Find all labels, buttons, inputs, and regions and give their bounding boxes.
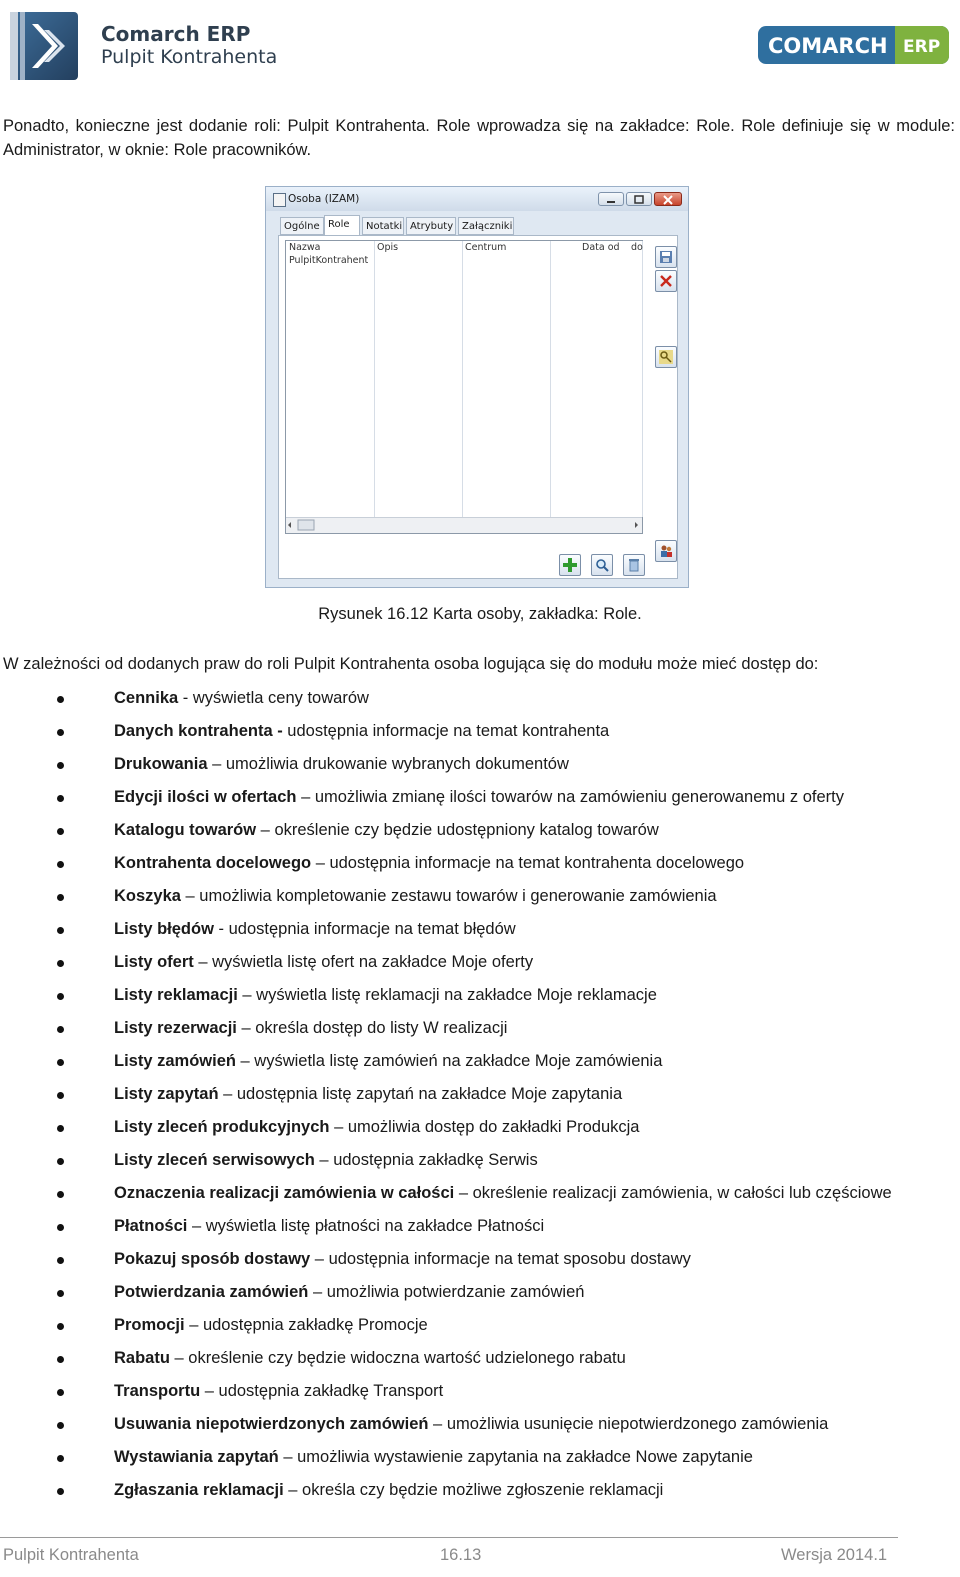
lead-paragraph: W zależności od dodanych praw do roli Pulpit Kontrahenta osoba logująca się do modułu może mieć dostęp do: bbox=[3, 655, 819, 673]
save-button[interactable] bbox=[655, 246, 677, 268]
permission-desc: – umożliwia drukowanie wybranych dokumentów bbox=[207, 755, 569, 773]
bullet-icon bbox=[57, 1191, 64, 1198]
permission-term: Listy rezerwacji bbox=[114, 1019, 237, 1037]
permission-desc: – określenie realizacji zamówienia, w całości lub częściowe bbox=[454, 1184, 892, 1202]
column-header-opis[interactable]: Opis bbox=[377, 242, 399, 253]
permission-term: Drukowania bbox=[114, 755, 208, 773]
bullet-icon bbox=[57, 1290, 64, 1297]
list-item bbox=[0, 1115, 960, 1148]
list-item bbox=[0, 851, 960, 884]
list-item bbox=[0, 1412, 960, 1445]
permission-desc: – umożliwia kompletowanie zestawu towarów i generowanie zamówienia bbox=[180, 887, 717, 905]
list-item bbox=[0, 1445, 960, 1478]
bullet-icon bbox=[57, 1158, 64, 1165]
permission-term: Listy zleceń produkcyjnych bbox=[114, 1118, 330, 1136]
permission-desc: – wyświetla listę zamówień na zakładce Moje zamówienia bbox=[235, 1052, 663, 1070]
save-icon bbox=[659, 250, 673, 264]
cancel-button[interactable] bbox=[655, 270, 677, 292]
product-brand bbox=[101, 22, 277, 68]
permission-desc: – umożliwia wystawienie zapytania na zakładce Nowe zapytanie bbox=[278, 1448, 753, 1466]
permission-desc: – umożliwia dostęp do zakładki Produkcja bbox=[329, 1118, 640, 1136]
list-item bbox=[0, 983, 960, 1016]
permission-desc: – określenie czy będzie widoczna wartość udzielonego rabatu bbox=[169, 1349, 626, 1367]
permission-desc: – udostępnia listę zapytań na zakładce Moje zapytania bbox=[218, 1085, 623, 1103]
permissions-list bbox=[0, 686, 960, 1511]
bullet-icon bbox=[57, 1059, 64, 1066]
brand-line-1: Comarch ERP bbox=[101, 22, 251, 46]
add-button[interactable] bbox=[559, 554, 581, 576]
bullet-icon bbox=[57, 729, 64, 736]
preview-button[interactable] bbox=[591, 554, 613, 576]
list-item bbox=[0, 950, 960, 983]
permission-term: Listy zleceń serwisowych bbox=[114, 1151, 315, 1169]
users-icon bbox=[659, 544, 673, 558]
magnifier-icon bbox=[595, 558, 609, 572]
comarch-erp-logo-icon bbox=[8, 10, 80, 82]
bullet-icon bbox=[57, 1323, 64, 1330]
permission-term: Potwierdzania zamówień bbox=[114, 1283, 309, 1301]
tab-atrybuty[interactable]: Atrybuty bbox=[406, 217, 456, 235]
list-item bbox=[0, 785, 960, 818]
permission-desc: – udostępnia informacje na temat sposobu dostawy bbox=[310, 1250, 691, 1268]
maximize-icon[interactable] bbox=[626, 192, 652, 206]
bullet-icon bbox=[57, 828, 64, 835]
permission-desc: udostępnia informacje na temat kontrahenta bbox=[282, 722, 610, 740]
permission-term: Wystawiania zapytań bbox=[114, 1448, 279, 1466]
list-item bbox=[0, 884, 960, 917]
tab-ogolne[interactable]: Ogólne bbox=[280, 217, 324, 235]
footer-left: Pulpit Kontrahenta bbox=[3, 1546, 139, 1564]
bullet-icon bbox=[57, 1092, 64, 1099]
bullet-icon bbox=[57, 795, 64, 802]
horizontal-scrollbar[interactable] bbox=[286, 517, 642, 533]
list-item bbox=[0, 686, 960, 719]
permission-term: Usuwania niepotwierdzonych zamówień bbox=[114, 1415, 429, 1433]
window-icon bbox=[273, 193, 286, 207]
close-icon[interactable] bbox=[654, 192, 682, 206]
list-item bbox=[0, 752, 960, 785]
permission-desc: – umożliwia zmianę ilości towarów na zamówieniu generowanemu z oferty bbox=[296, 788, 844, 806]
list-item bbox=[0, 1214, 960, 1247]
list-item bbox=[0, 1478, 960, 1511]
permission-desc: – udostępnia informacje na temat kontrahenta docelowego bbox=[311, 854, 745, 872]
bullet-icon bbox=[57, 861, 64, 868]
column-header-do[interactable]: do bbox=[631, 242, 643, 253]
bullet-icon bbox=[57, 762, 64, 769]
permission-term: Listy reklamacji bbox=[114, 986, 238, 1004]
list-item bbox=[0, 1049, 960, 1082]
permission-desc: – umożliwia usunięcie niepotwierdzonego zamówienia bbox=[428, 1415, 829, 1433]
permission-term: Kontrahenta docelowego bbox=[114, 854, 312, 872]
bullet-icon bbox=[57, 1125, 64, 1132]
permission-desc: - wyświetla ceny towarów bbox=[178, 689, 369, 707]
column-header-data-od[interactable]: Data od bbox=[582, 242, 620, 253]
permission-desc: – wyświetla listę reklamacji na zakładce Moje reklamacje bbox=[237, 986, 657, 1004]
permission-desc: – wyświetla listę ofert na zakładce Moje oferty bbox=[193, 953, 534, 971]
permission-term: Cennika bbox=[114, 689, 179, 707]
bullet-icon bbox=[57, 1224, 64, 1231]
footer-version: Wersja 2014.1 bbox=[781, 1546, 888, 1564]
users-button[interactable] bbox=[655, 540, 677, 562]
permission-term: Listy zapytań bbox=[114, 1085, 219, 1103]
permission-term: Transportu bbox=[114, 1382, 201, 1400]
permission-term: Listy błędów bbox=[114, 920, 214, 938]
list-item bbox=[0, 1280, 960, 1313]
key-icon bbox=[659, 350, 673, 364]
list-item bbox=[0, 1313, 960, 1346]
permission-desc: – udostępnia zakładkę Transport bbox=[200, 1382, 444, 1400]
tab-role[interactable]: Role bbox=[324, 215, 360, 236]
list-item bbox=[0, 1082, 960, 1115]
bullet-icon bbox=[57, 960, 64, 967]
permission-term: Pokazuj sposób dostawy bbox=[114, 1250, 311, 1268]
permission-term: Płatności bbox=[114, 1217, 188, 1235]
bullet-icon bbox=[57, 1389, 64, 1396]
permission-term: Oznaczenia realizacji zamówienia w całości bbox=[114, 1184, 455, 1202]
list-item bbox=[0, 1379, 960, 1412]
brand-line-2: Pulpit Kontrahenta bbox=[101, 46, 278, 68]
window-title: Osoba (IZAM) bbox=[288, 193, 360, 205]
list-item bbox=[0, 818, 960, 851]
column-header-nazwa[interactable]: Nazwa bbox=[289, 242, 321, 253]
permission-term: Listy ofert bbox=[114, 953, 194, 971]
role-grid bbox=[285, 240, 643, 534]
permission-term: Rabatu bbox=[114, 1349, 170, 1367]
bullet-icon bbox=[57, 1455, 64, 1462]
list-item bbox=[0, 1016, 960, 1049]
tab-zalaczniki[interactable]: Załączniki bbox=[458, 217, 514, 235]
permission-desc: – umożliwia potwierdzanie zamówień bbox=[308, 1283, 585, 1301]
list-item bbox=[0, 719, 960, 752]
permission-desc: – określa dostęp do listy W realizacji bbox=[236, 1019, 508, 1037]
plus-icon bbox=[563, 558, 577, 572]
permission-term: Edycji ilości w ofertach bbox=[114, 788, 297, 806]
bullet-icon bbox=[57, 927, 64, 934]
permission-term: Koszyka bbox=[114, 887, 181, 905]
edit-permissions-button[interactable] bbox=[655, 346, 677, 368]
permission-desc: – określa czy będzie możliwe zgłoszenie reklamacji bbox=[283, 1481, 664, 1499]
bullet-icon bbox=[57, 894, 64, 901]
bullet-icon bbox=[57, 993, 64, 1000]
delete-button[interactable] bbox=[623, 554, 645, 576]
permission-term: Katalogu towarów bbox=[114, 821, 257, 839]
bullet-icon bbox=[57, 1422, 64, 1429]
permission-term: Danych kontrahenta - bbox=[114, 722, 283, 740]
page-header bbox=[0, 0, 960, 90]
permission-desc: - udostępnia informacje na temat błędów bbox=[213, 920, 516, 938]
list-item bbox=[0, 1346, 960, 1379]
permission-desc: – udostępnia zakładkę Serwis bbox=[314, 1151, 538, 1169]
bullet-icon bbox=[57, 1488, 64, 1495]
corp-logo-word-1: COMARCH bbox=[768, 34, 888, 58]
trash-icon bbox=[627, 558, 641, 572]
permission-term: Promocji bbox=[114, 1316, 185, 1334]
column-header-centrum[interactable]: Centrum bbox=[465, 242, 507, 253]
permission-term: Listy zamówień bbox=[114, 1052, 236, 1070]
role-panel bbox=[278, 235, 678, 579]
bullet-icon bbox=[57, 696, 64, 703]
permission-term: Zgłaszania reklamacji bbox=[114, 1481, 284, 1499]
comarch-corporate-logo bbox=[757, 25, 950, 65]
permission-desc: – określenie czy będzie udostępniony katalog towarów bbox=[256, 821, 659, 839]
bullet-icon bbox=[57, 1026, 64, 1033]
list-item bbox=[0, 1181, 960, 1214]
table-row[interactable]: PulpitKontrahent bbox=[289, 255, 369, 266]
bullet-icon bbox=[57, 1257, 64, 1264]
window-titlebar bbox=[266, 187, 688, 211]
figure-caption: Rysunek 16.12 Karta osoby, zakładka: Role. bbox=[318, 605, 642, 623]
list-item bbox=[0, 917, 960, 950]
intro-paragraph: Ponadto, konieczne jest dodanie roli: Pulpit Kontrahenta. Role wprowadza się na zakładce: Role. Role definiuje się w module: Administrator, w oknie: Role pracowników. bbox=[3, 117, 955, 159]
minimize-icon[interactable] bbox=[598, 192, 624, 206]
cancel-icon bbox=[659, 274, 673, 288]
osoba-window-screenshot bbox=[265, 186, 689, 588]
tab-notatki[interactable]: Notatki bbox=[362, 217, 404, 235]
list-item bbox=[0, 1148, 960, 1181]
corp-logo-word-2: ERP bbox=[903, 37, 941, 57]
footer-divider bbox=[0, 1537, 898, 1538]
permission-desc: – udostępnia zakładkę Promocje bbox=[184, 1316, 428, 1334]
footer-page-number: 16.13 bbox=[440, 1546, 482, 1564]
bullet-icon bbox=[57, 1356, 64, 1363]
permission-desc: – wyświetla listę płatności na zakładce Płatności bbox=[187, 1217, 545, 1235]
list-item bbox=[0, 1247, 960, 1280]
